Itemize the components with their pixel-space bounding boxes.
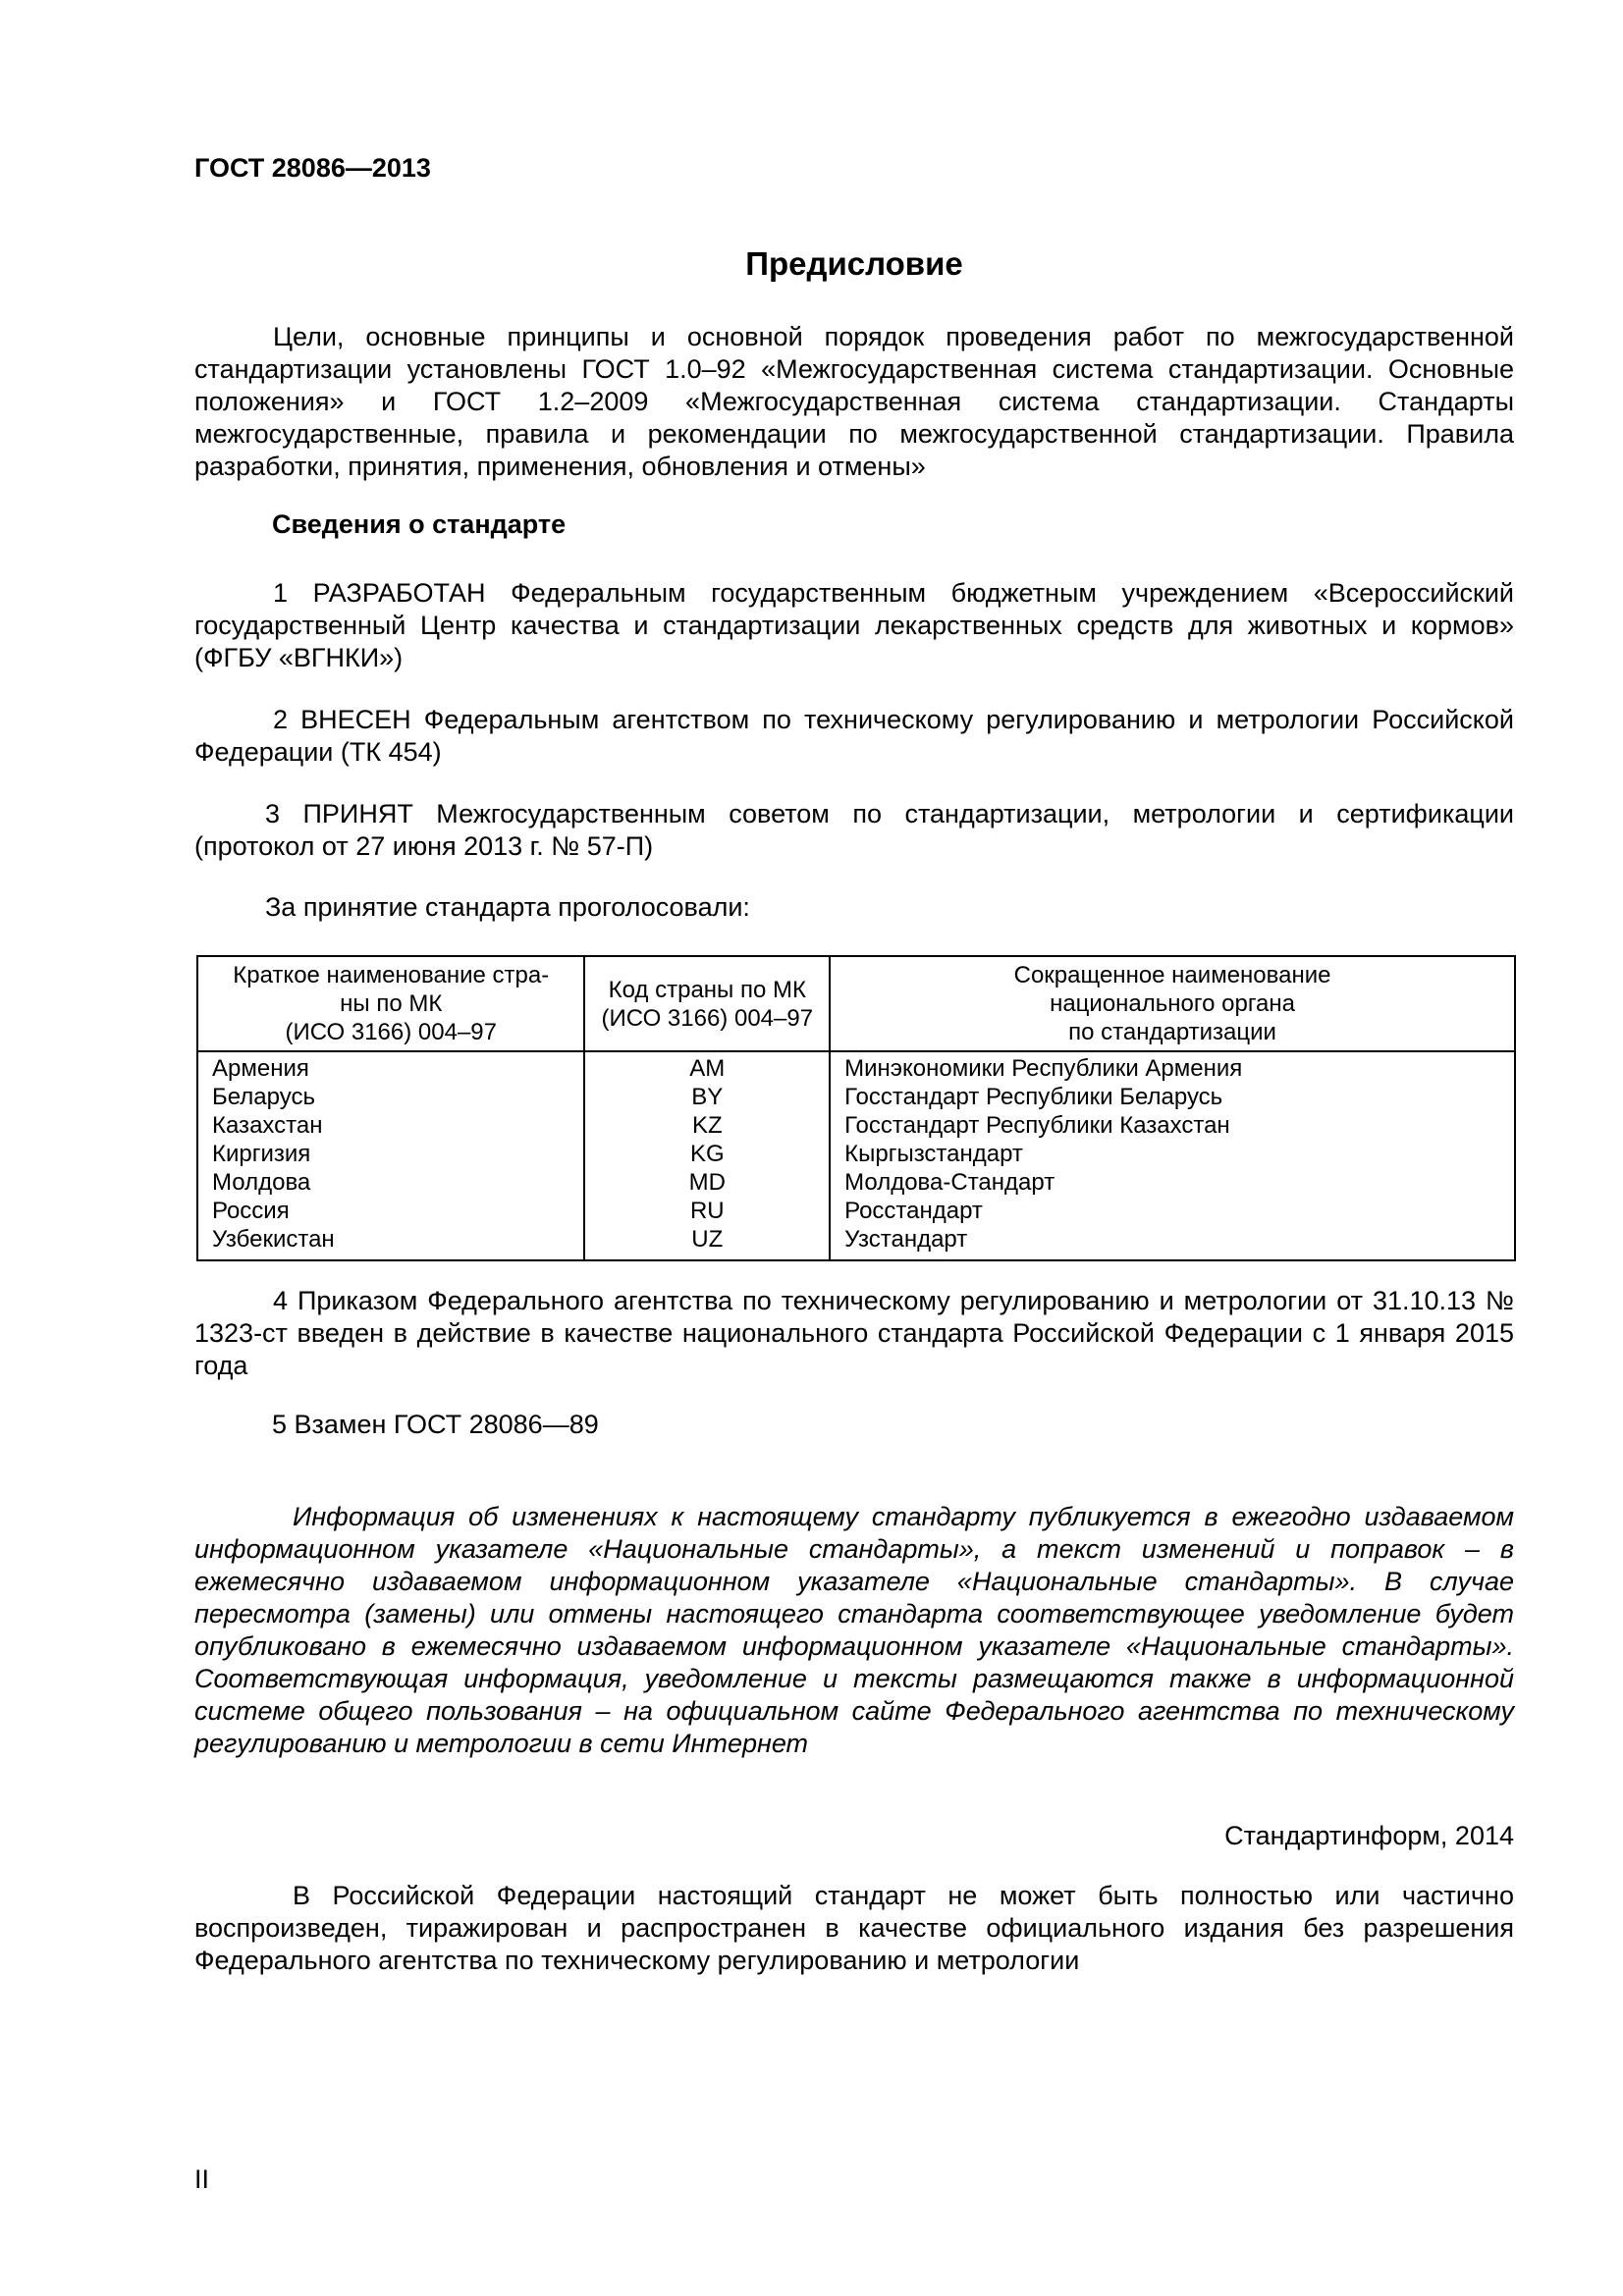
item-5-replaces: 5 Взамен ГОСТ 28086—89	[272, 1410, 599, 1439]
country-cell: Молдова	[197, 1168, 584, 1197]
code-cell: MD	[584, 1168, 830, 1197]
table-header-row	[197, 956, 1515, 1051]
page-title: Предисловие	[745, 245, 963, 282]
country-cell: Киргизия	[197, 1140, 584, 1168]
country-cell: Узбекистан	[197, 1225, 584, 1260]
table-row	[197, 1083, 1515, 1111]
body-cell: Молдова-Стандарт	[830, 1168, 1515, 1197]
body-cell: Госстандарт Республики Беларусь	[830, 1083, 1515, 1111]
member-states-table	[196, 955, 1516, 1261]
country-cell: Беларусь	[197, 1083, 584, 1111]
country-cell: Россия	[197, 1197, 584, 1225]
vote-caption: За принятие стандарта проголосовали:	[265, 892, 750, 922]
item-4-order: 4 Приказом Федерального агентства по техническому регулированию и метрологии от 31.10.13 № 1323-ст введен в действие в качестве национального стандарта Российской Федерации с 1 января 2015 года	[194, 1286, 1514, 1380]
intro-paragraph: Цели, основные принципы и основной порядок проведения работ по межгосударственной стандартизации установлены ГОСТ 1.0–92 «Межгосударственная система стандартизации. Основные положения» и ГОСТ 1.2–2009 «Межгосударственная система стандартизации. Стандарты межгосударственные, правила и рекомендации по межгосударственной стандартизации. Правила разработки, принятия, применения, обновления и отмены»	[194, 322, 1514, 481]
body-cell: Госстандарт Республики Казахстан	[830, 1111, 1515, 1140]
code-cell: KZ	[584, 1111, 830, 1140]
table-row	[197, 1197, 1515, 1225]
item-3-adopted: 3 ПРИНЯТ Межгосударственным советом по стандартизации, метрологии и сертификации (протокол от 27 июня 2013 г. № 57-П)	[194, 799, 1514, 861]
document-id: ГОСТ 28086—2013	[194, 153, 431, 183]
code-cell: RU	[584, 1197, 830, 1225]
changes-info-paragraph: Информация об изменениях к настоящему стандарту публикуется в ежегодно издаваемом информационном указателе «Национальные стандарты», а текст изменений и поправок – в ежемесячно издаваемом информационном указателе «Национальные стандарты». В случае пересмотра (замены) или отмены настоящего стандарта соответствующее уведомление будет опубликовано в ежемесячно издаваемом информационном указателе «Национальные стандарты». Соответствующая информация, уведомление и тексты размещаются также в информационной системе общего пользования – на официальном сайте Федерального агентства по техническому регулированию и метрологии в сети Интернет	[194, 1502, 1514, 1758]
country-cell: Армения	[197, 1051, 584, 1083]
body-cell: Росстандарт	[830, 1197, 1515, 1225]
code-cell: UZ	[584, 1225, 830, 1260]
code-cell: KG	[584, 1140, 830, 1168]
column-header-body: Сокращенное наименование национального органа по стандартизации	[830, 956, 1515, 1051]
section-subtitle: Сведения о стандарте	[272, 509, 567, 539]
table-row	[197, 1225, 1515, 1260]
table-row	[197, 1051, 1515, 1083]
body-cell: Узстандарт	[830, 1225, 1515, 1260]
body-cell: Кыргызстандарт	[830, 1140, 1515, 1168]
table-row	[197, 1168, 1515, 1197]
code-cell: AM	[584, 1051, 830, 1083]
table-row	[197, 1140, 1515, 1168]
item-1-developed: 1 РАЗРАБОТАН Федеральным государственным бюджетным учреждением «Всероссийский государственный Центр качества и стандартизации лекарственных средств для животных и кормов» (ФГБУ «ВГНКИ»)	[194, 578, 1514, 672]
code-cell: BY	[584, 1083, 830, 1111]
table-row	[197, 1111, 1515, 1140]
copyright-notice: В Российской Федерации настоящий стандарт не может быть полностью или частично воспроизведен, тиражирован и распространен в качестве официального издания без разрешения Федерального агентства по техническому регулированию и метрологии	[194, 1881, 1514, 1975]
column-header-country: Краткое наименование стра- ны по МК (ИСО 3166) 004–97	[197, 956, 584, 1051]
publisher-line: Стандартинформ, 2014	[1224, 1821, 1514, 1850]
column-header-code: Код страны по МК (ИСО 3166) 004–97	[584, 956, 830, 1051]
item-2-introduced: 2 ВНЕСЕН Федеральным агентством по техническому регулированию и метрологии Российской Федерации (ТК 454)	[194, 705, 1514, 767]
country-cell: Казахстан	[197, 1111, 584, 1140]
body-cell: Минэкономики Республики Армения	[830, 1051, 1515, 1083]
page-number: II	[194, 2164, 210, 2194]
